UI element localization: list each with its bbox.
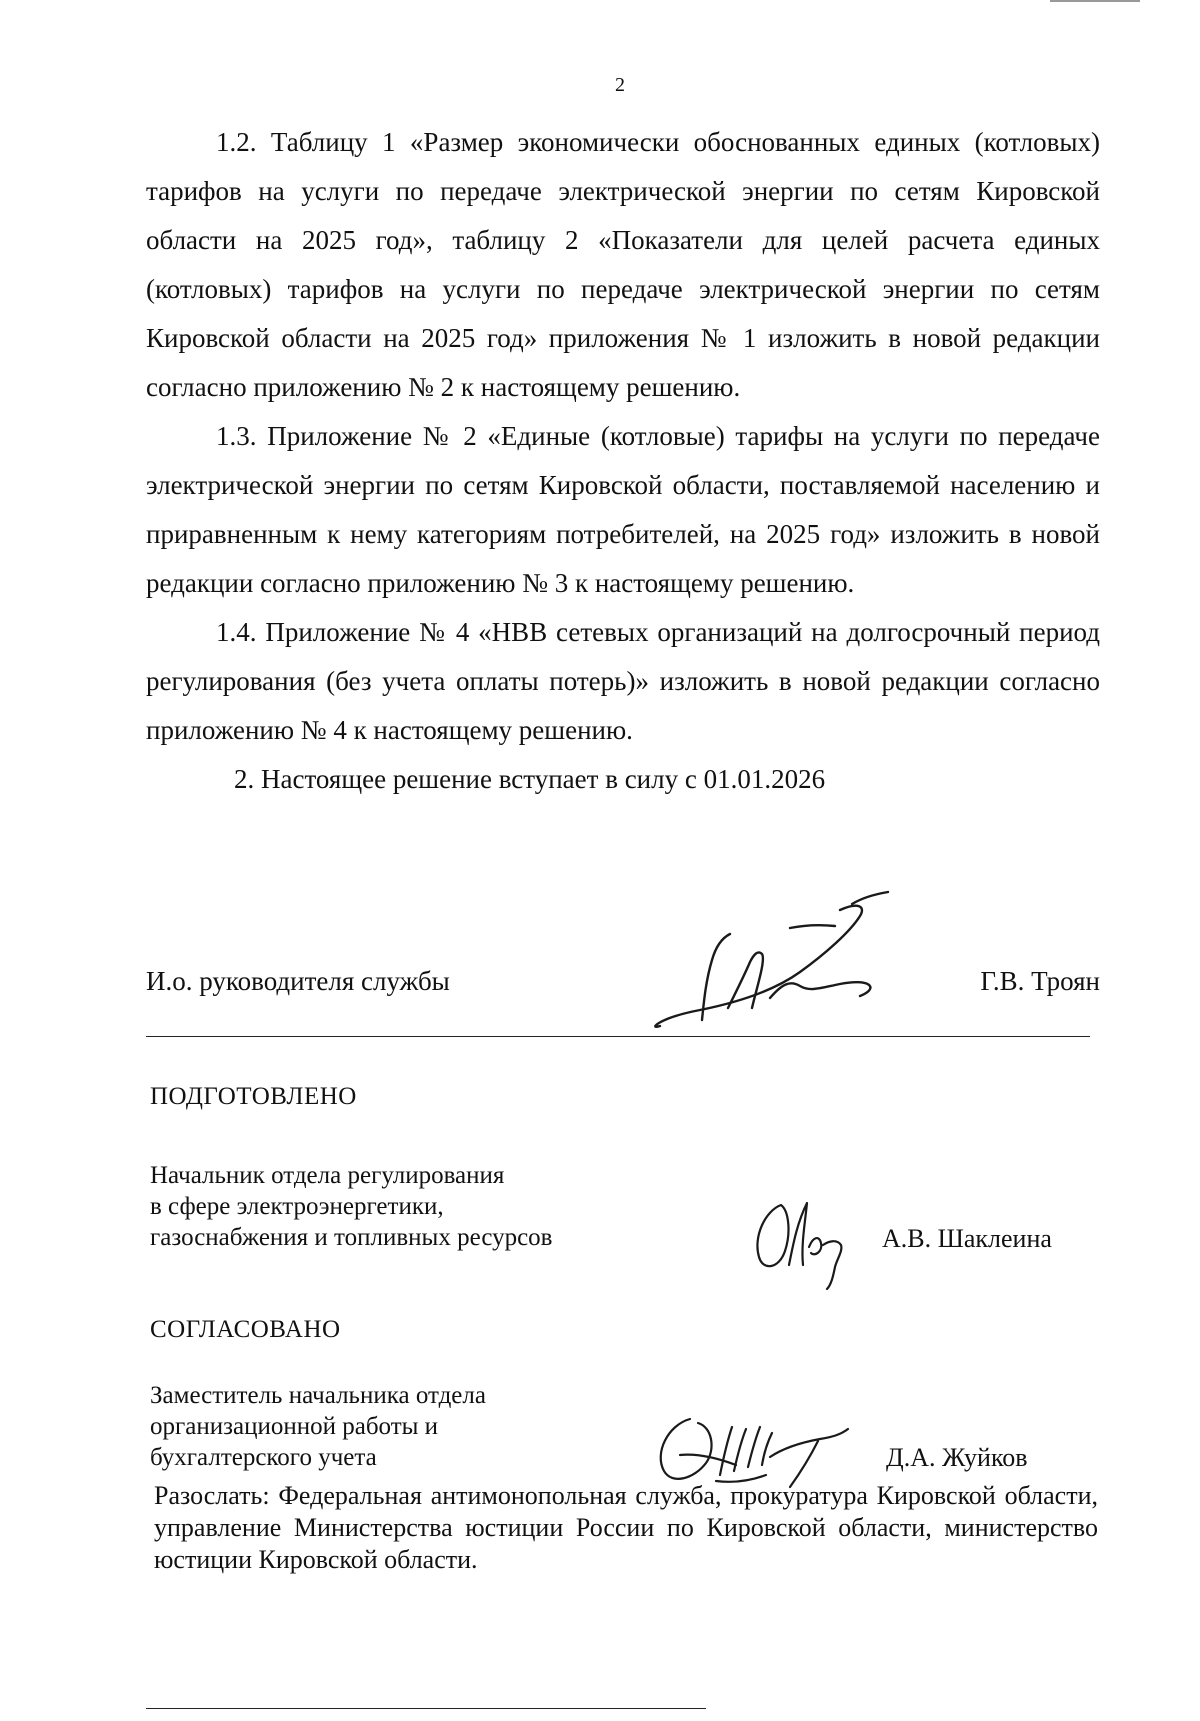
bottom-rule	[146, 1708, 706, 1709]
agreed-position-line: бухгалтерского учета	[150, 1444, 377, 1471]
page-number: 2	[615, 74, 625, 96]
prepared-position-line: в сфере электроэнергетики,	[150, 1193, 444, 1220]
agreed-position	[150, 1380, 486, 1473]
paragraph-1-4: 1.4. Приложение № 4 «НВВ сетевых организаций на долгосрочный период регулирования (без учета оплаты потерь)» изложить в новой редакции согласно приложению № 4 к настоящему решению.	[146, 617, 1100, 745]
agreed-name: Д.А. Жуйков	[886, 1443, 1028, 1472]
paragraph-2: 2. Настоящее решение вступает в силу с 01.01.2026	[234, 764, 826, 794]
head-position: И.о. руководителя службы	[146, 966, 450, 996]
prepared-position-line: газоснабжения и топливных ресурсов	[150, 1224, 553, 1251]
head-signature-row	[146, 966, 1100, 1006]
agreed-position-line: организационной работы и	[150, 1413, 439, 1440]
agreed-label: СОГЛАСОВАНО	[150, 1316, 341, 1343]
paragraph-1-3: 1.3. Приложение № 2 «Единые (котловые) тарифы на услуги по передаче электрической энергии по сетям Кировской области, поставляемой населению и приравненным к нему категориям потребителей, на 2025 год» изложить в новой редакции согласно приложению № 3 к настоящему решению.	[146, 421, 1100, 598]
prepared-label: ПОДГОТОВЛЕНО	[150, 1083, 357, 1110]
prepared-position-line: Начальник отдела регулирования	[150, 1162, 505, 1189]
prepared-name: А.В. Шаклеина	[882, 1224, 1052, 1253]
agreed-position-line: Заместитель начальника отдела	[150, 1382, 486, 1409]
head-name: Г.В. Троян	[980, 966, 1100, 996]
distribution-list: Разослать: Федеральная антимонопольная служба, прокуратура Кировской области, управление Министерства юстиции России по Кировской области, министерство юстиции Кировской области.	[154, 1481, 1098, 1574]
decision-body	[146, 118, 1100, 804]
top-edge-mark	[1050, 0, 1140, 2]
prepared-signature-image	[745, 1185, 865, 1295]
prepared-position	[150, 1160, 553, 1253]
head-signature-rule	[146, 1036, 1090, 1037]
head-signature-image	[640, 880, 940, 1040]
paragraph-1-2: 1.2. Таблицу 1 «Размер экономически обоснованных единых (котловых) тарифов на услуги по передаче электрической энергии по сетям Кировской области на 2025 год», таблицу 2 «Показатели для целей расчета единых (котловых) тарифов на услуги по передаче электрической энергии по сетям Кировской области на 2025 год» приложения № 1 изложить в новой редакции согласно приложению № 2 к настоящему решению.	[146, 127, 1100, 402]
